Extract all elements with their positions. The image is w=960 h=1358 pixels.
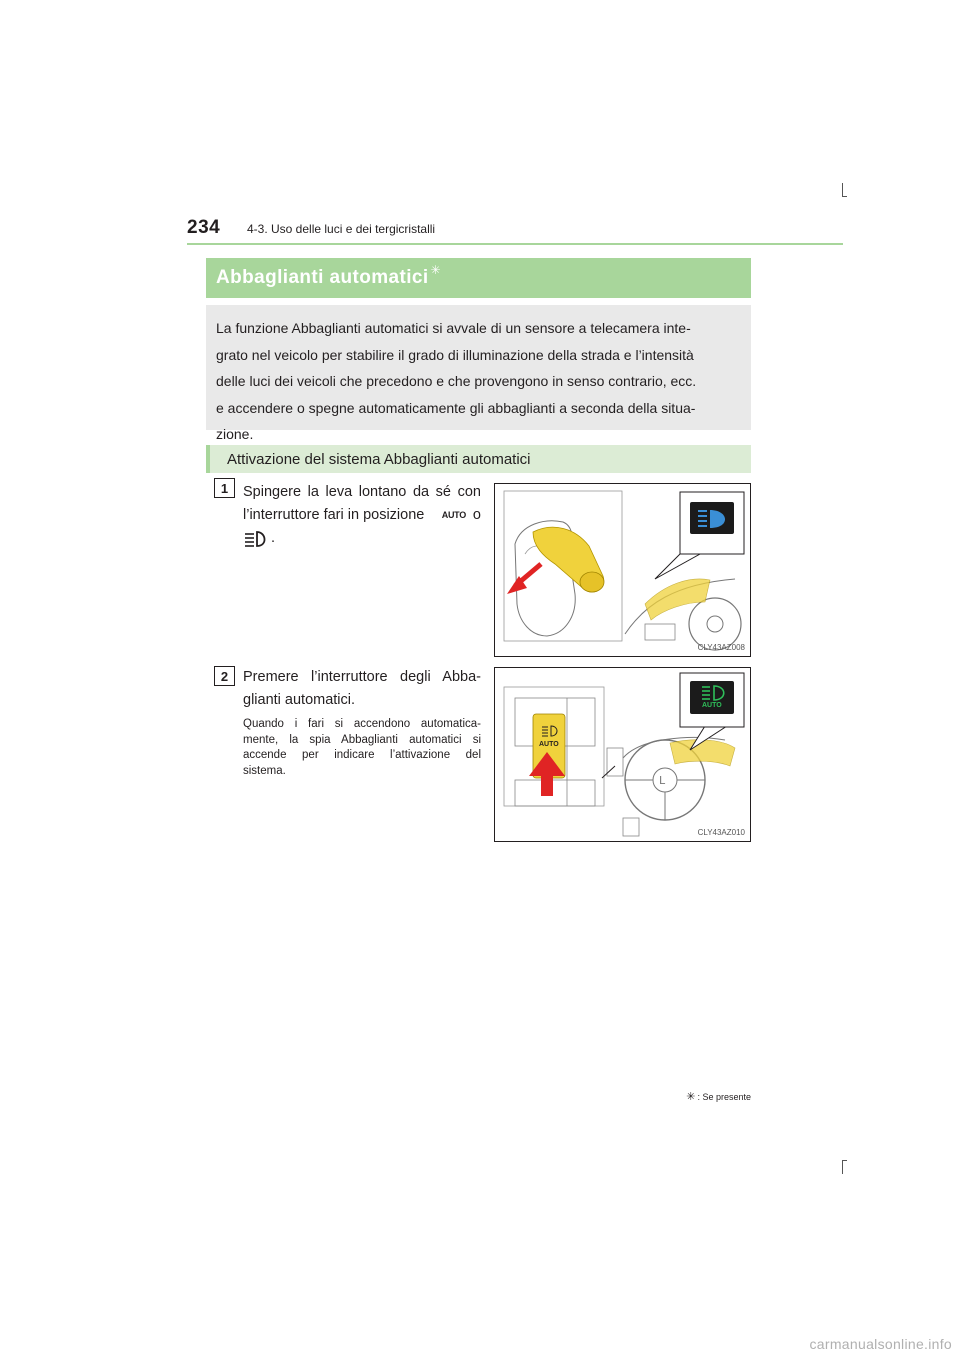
step-2-instruction bbox=[243, 666, 481, 712]
section-title: 4-3. Uso delle luci e dei tergicristalli bbox=[247, 222, 436, 236]
note-line: Quando i fari si accendono automatica- bbox=[243, 718, 481, 730]
footnote bbox=[686, 1090, 751, 1103]
step-number-badge: 1 bbox=[214, 478, 235, 498]
step-1-line-text: o bbox=[472, 507, 481, 523]
figure-headlight-lever bbox=[494, 483, 751, 657]
crop-mark-top-tick bbox=[842, 196, 847, 197]
indicator-auto-label: AUTO bbox=[702, 702, 722, 709]
asterisk-icon: ✳ bbox=[686, 1091, 696, 1103]
intro-line: La funzione Abbaglianti automatici si avvale di un sensore a telecamera inte- bbox=[216, 320, 691, 336]
step-1-line bbox=[243, 527, 481, 550]
step-1-line bbox=[243, 504, 481, 527]
main-title-bar bbox=[206, 258, 751, 298]
note-line: sistema. bbox=[243, 764, 286, 777]
figure-code: CLY43AZ008 bbox=[697, 643, 745, 652]
step-1-line-text: . bbox=[271, 530, 276, 546]
step-number-badge: 2 bbox=[214, 666, 235, 686]
note-line: mente, la spia Abbaglianti automatici si bbox=[243, 733, 481, 746]
step-2-note bbox=[243, 717, 481, 779]
intro-line: grato nel veicolo per stabilire il grado di illuminazione della strada e l’intensità bbox=[216, 346, 694, 363]
subsection-title: Attivazione del sistema Abbaglianti automatici bbox=[227, 450, 531, 468]
figure-code: CLY43AZ010 bbox=[697, 828, 745, 837]
crop-mark-bottom-tick bbox=[842, 1160, 847, 1161]
step-1-instruction bbox=[243, 481, 481, 550]
step-2-line: Premere l’interruttore degli Abba- bbox=[243, 669, 481, 685]
crop-mark-bottom bbox=[842, 1160, 843, 1174]
svg-text:L: L bbox=[659, 774, 666, 787]
button-auto-label: AUTO bbox=[539, 741, 559, 748]
auto-position-icon: AUTO bbox=[441, 510, 466, 520]
page-number: 234 bbox=[187, 217, 221, 238]
header-rule bbox=[187, 243, 843, 245]
step-2-line: glianti automatici. bbox=[243, 692, 356, 708]
intro-line: zione. bbox=[216, 426, 254, 442]
crop-mark-top bbox=[842, 183, 843, 197]
main-title: Abbaglianti automatici bbox=[216, 267, 429, 288]
step-1-line-text: l’interruttore fari in posizione bbox=[243, 507, 425, 523]
intro-line: e accendere o spegne automaticamente gli abbaglianti a seconda della situa- bbox=[216, 399, 696, 416]
footnote-text: : Se presente bbox=[697, 1091, 751, 1102]
subsection-header bbox=[206, 445, 751, 473]
asterisk-icon: ✳ bbox=[430, 263, 441, 277]
intro-line: delle luci dei veicoli che precedono e che provengono in senso contrario, ecc. bbox=[216, 373, 697, 389]
headlight-icon bbox=[243, 530, 271, 548]
step-1-line: Spingere la leva lontano da sé con bbox=[243, 484, 481, 500]
intro-box bbox=[206, 305, 751, 442]
figure-auto-high-beam-switch bbox=[494, 667, 751, 842]
note-line: accende per indicare l’attivazione del bbox=[243, 749, 481, 761]
watermark: carmanualsonline.info bbox=[809, 1336, 952, 1352]
